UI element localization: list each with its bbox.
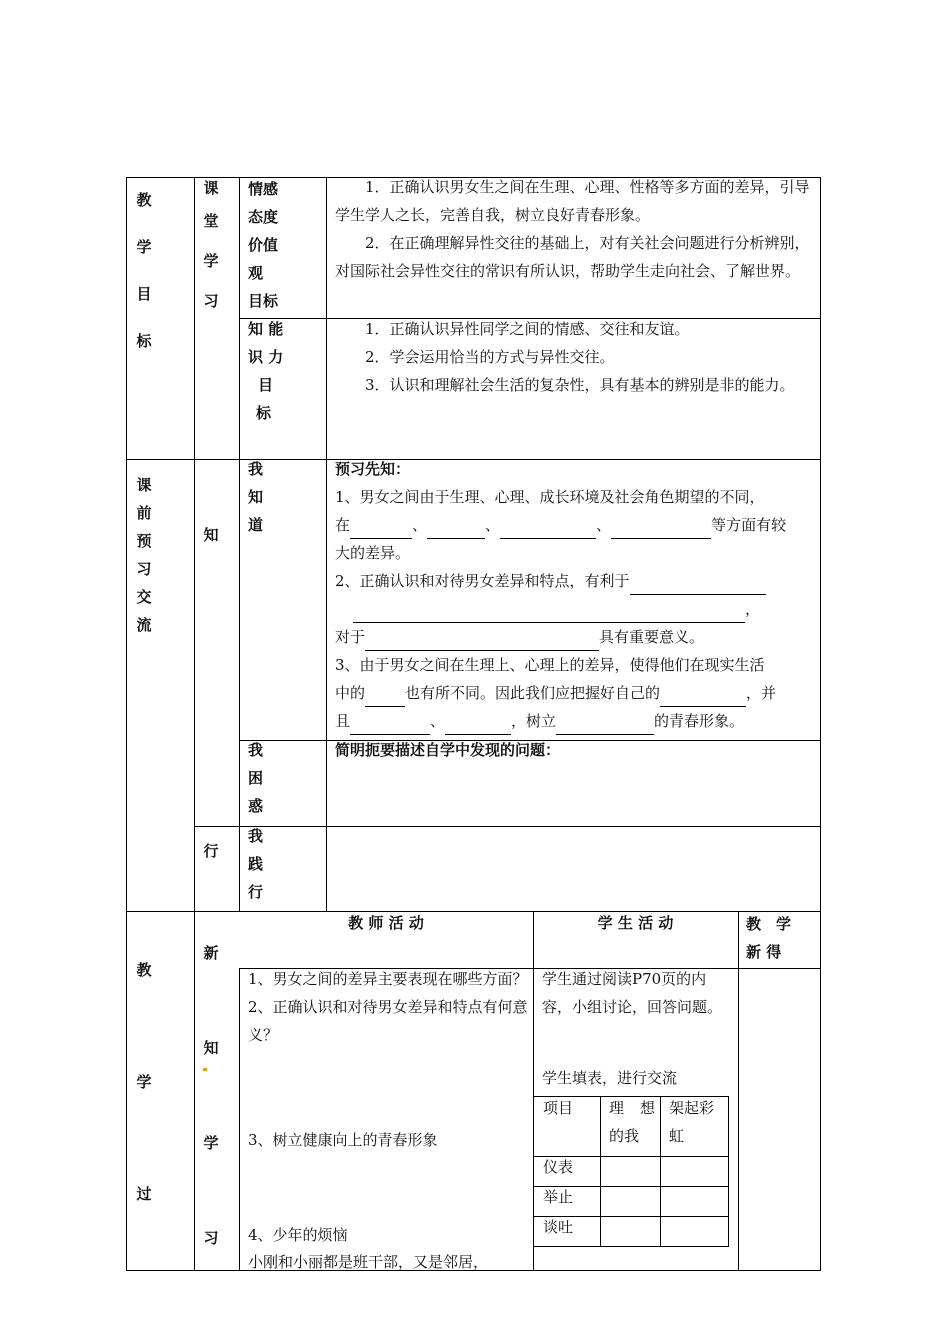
row-line-confuse <box>194 826 821 827</box>
label-qinggan-taidu: 情感 态度 价值 观 目标 <box>248 180 279 310</box>
decor-dot <box>203 1068 207 1071</box>
col-line-1 <box>194 177 195 1271</box>
table-row-manner: 举止 <box>543 1188 574 1206</box>
goals-emotion: 1．正确认识男女生之间在生理、心理、性格等多方面的差异，引导学生学人之长，完善自我，树立良好青春形象。 2．在正确理解异性交往的基础上，对有关社会问题进行分析辨别，对国际社会异性交往的常识有所认识，帮助学生走向社会、了解世界。 <box>335 178 810 280</box>
label-xing: 行 <box>203 842 219 860</box>
label-wo-kunhuo: 我 困 惑 <box>248 741 264 815</box>
label-ketang-xuexi: 课 堂 学 习 <box>203 179 219 310</box>
preview-content: 预习先知： 1、男女之间由于生理、心理、成长环境及社会角色期望的不同， 在 、 、 、 等方面有较 大的差异。 2、正确认识和对待男女差异和特点，有利于 ， 对于 具有重要意义。 3、由于男女之间在生理上、心理上的差异，使得他们在现实生活 中的 也有所不同。因此我们应把握好自己的 ，并 且 、 ，树立 的青春形象。 <box>335 455 815 735</box>
student-activity-text: 学生通过阅读P70页的内容，小组讨论，回答问题。 <box>542 970 723 1016</box>
teacher-activity-header: 教 师 活 动 <box>348 914 424 932</box>
label-zhi: 知 <box>203 526 219 544</box>
teacher-activities: 1、男女之间的差异主要表现在哪些方面？ 2、正确认识和对待男女差异和特点有何意义？ <box>248 970 528 1044</box>
teaching-gain-header: 教 学 新 得 <box>746 915 792 961</box>
table-head-ideal: 理 想 的我 <box>609 1099 655 1145</box>
student-fill-table-text: 学生填表，进行交流 <box>542 1069 678 1087</box>
teacher-item-4: 4、少年的烦恼 <box>248 1226 348 1244</box>
col-line-teacher <box>533 911 534 1271</box>
label-zhineng-mubiao: 知 能 识 力 目 标 <box>248 320 284 422</box>
label-keqian-yuxi: 课 前 预 习 交 流 <box>136 476 152 634</box>
label-jiaoxue-mubiao: 教 学 目 标 <box>136 191 152 350</box>
table-right-border <box>820 177 821 1271</box>
teacher-item-4-text: 小刚和小丽都是班干部，又是邻居， <box>248 1253 489 1271</box>
label-xinzhi-xuexi: 新 知 学 习 <box>203 944 219 1247</box>
label-wo-jianxing: 我 践 行 <box>248 827 264 901</box>
table-head-item: 项目 <box>543 1099 574 1117</box>
goals-skill: 1．正确认识异性同学之间的情感、交往和友谊。 2．学会运用恰当的方式与异性交往。 3．认识和理解社会生活的复杂性，具有基本的辨别是非的能力。 <box>365 320 795 394</box>
student-activity-header: 学 生 活 动 <box>597 914 674 932</box>
col-line-student <box>738 911 739 1271</box>
table-row-speech: 谈吐 <box>543 1218 574 1236</box>
col-line-teacher-left <box>239 968 240 1271</box>
label-jiaoxue-guocheng: 教 学 过 <box>136 961 152 1203</box>
col-line-3 <box>326 177 327 912</box>
table-row-appearance: 仪表 <box>543 1158 574 1176</box>
teacher-item-3: 3、树立健康向上的青春形象 <box>248 1131 438 1149</box>
table-left-border <box>126 177 127 1271</box>
confusion-title: 简明扼要描述自学中发现的问题： <box>335 741 561 759</box>
label-wo-zhidao: 我 知 道 <box>248 460 264 534</box>
col-line-2 <box>239 177 240 912</box>
table-head-rainbow: 架起彩虹 <box>669 1099 715 1145</box>
